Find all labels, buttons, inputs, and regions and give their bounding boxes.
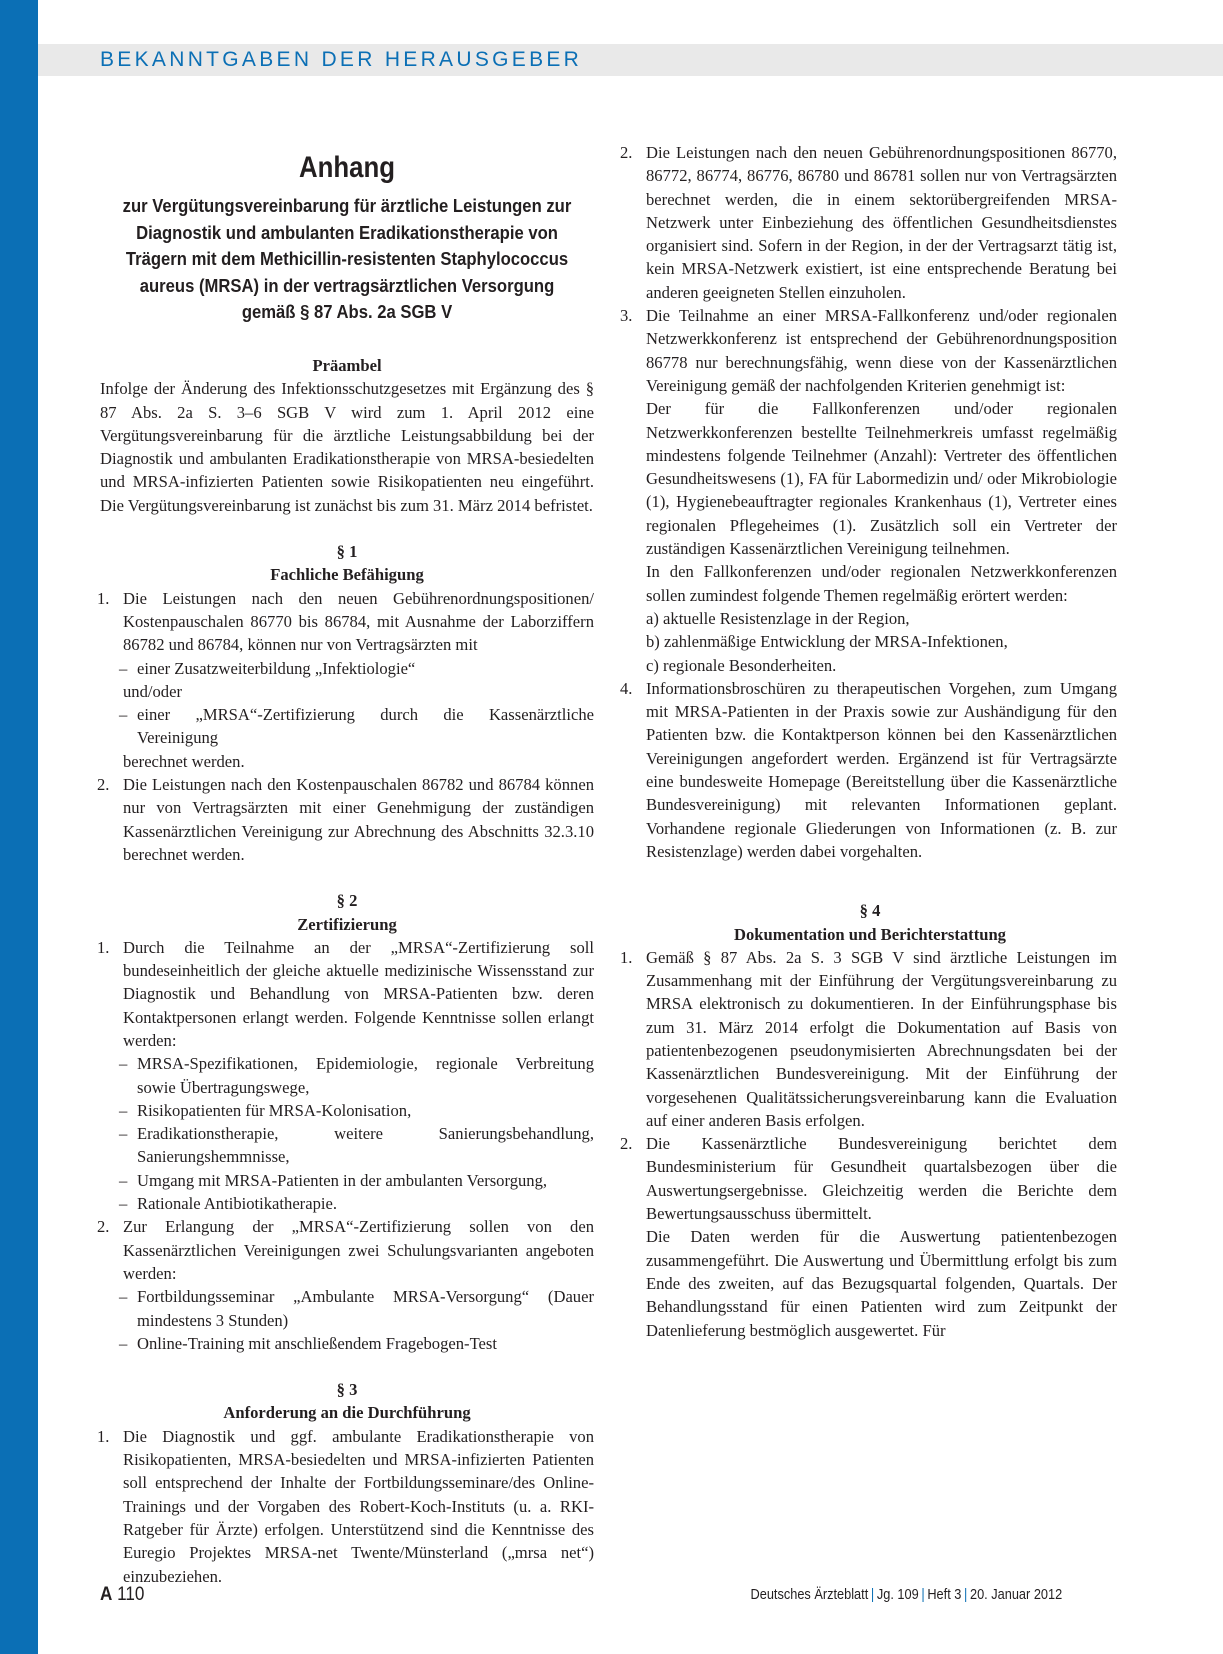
journal-volume: Jg. 109	[876, 1587, 919, 1603]
dash-text: einer „MRSA“-Zertifizierung durch die Kassenärztliche Vereinigung	[137, 705, 594, 748]
item-number: 2.	[97, 775, 110, 795]
item-number: 2.	[620, 1134, 633, 1154]
page-number-value: 110	[117, 1584, 145, 1605]
list-item	[620, 141, 1117, 304]
dash-item	[100, 703, 594, 750]
item-text: Die Teilnahme an einer MRSA-Fallkonferenz und/oder regionalen Netzwerkkonferenz ist entsprechend der Gebührenordnungsposition 86778 nur berechnungsfähig, wenn diese von der Kassenärztlichen Vereinigung gemäß der nachfolgenden Kriterien genehmigt ist:	[646, 306, 1117, 395]
item-paragraph: Der für die Fallkonferenzen und/oder regionalen Netzwerkkonferenzen bestellte Teilnehmerkreis umfasst regelmäßig mindestens folgende Teilnehmer (Anzahl): Vertreter des öffentlichen Gesundheitswesens (1), FA für Labormedizin und/ oder Mikrobiologie (1), Hygienebeauftragter regionales Krankenhaus (1), Vertreter eines regionalen Pflegeheimes (1). Zusätzlich soll ein Vertreter der zuständigen Kassenärztlichen Vereinigung teilnehmen.	[646, 399, 1117, 559]
section-header-bar	[38, 44, 1223, 76]
item-number: 1.	[97, 1426, 110, 1446]
separator: |	[963, 1587, 968, 1603]
dash-text: Rationale Antibiotikatherapie.	[137, 1194, 337, 1214]
connector-text: und/oder	[123, 681, 182, 701]
dash-item	[100, 657, 594, 680]
journal-name: Deutsches Ärzteblatt	[750, 1587, 869, 1603]
list-item	[620, 304, 1117, 677]
list-item	[620, 1132, 1117, 1342]
dash-item	[100, 1169, 594, 1192]
journal-date: 20. Januar 2012	[969, 1587, 1062, 1603]
item-text: Die Leistungen nach den neuen Gebührenordnungspositionen/ Kostenpauschalen 86770 bis 86784, mit Ausnahme der Laborziffern 86782 und 86784, können nur von Vertragsärzten mit	[123, 588, 594, 655]
section-1-number: § 1	[336, 542, 358, 562]
dash-text: Risikopatienten für MRSA-Kolonisation,	[137, 1100, 412, 1120]
left-column	[97, 141, 594, 1588]
list-item	[97, 773, 594, 866]
item-number: 1.	[97, 937, 110, 957]
journal-citation	[750, 1580, 1062, 1610]
item-text: Die Leistungen nach den Kostenpauschalen 86782 und 86784 können nur von Vertragsärzten mit einer Genehmigung der zuständigen Kassenärztlichen Vereinigung zur Abrechnung des Abschnitts 32.3.10 berechnet werden.	[123, 775, 594, 864]
dash-bullet: –	[119, 1194, 128, 1214]
item-number: 2.	[97, 1217, 110, 1237]
sub-list-item: a) aktuelle Resistenzlage in der Region,	[646, 608, 910, 628]
page-footer	[100, 1580, 1062, 1610]
item-number: 1.	[97, 588, 110, 608]
list-item	[97, 1425, 594, 1588]
list-item	[620, 677, 1117, 863]
section-1-heading: Fachliche Befähigung	[270, 565, 424, 585]
separator: |	[870, 1587, 874, 1603]
page-number	[100, 1580, 144, 1610]
dash-bullet: –	[119, 1100, 128, 1120]
dash-text: Online-Training mit anschließendem Fragebogen-Test	[137, 1333, 497, 1353]
dash-item	[100, 1052, 594, 1099]
dash-text: Eradikationstherapie, weitere Sanierungsbehandlung, Sanierungshemmnisse,	[137, 1124, 594, 1167]
dash-item	[100, 1122, 594, 1169]
item-paragraph: Die Daten werden für die Auswertung patientenbezogen zusammengeführt. Die Auswertung und Übermittlung erfolgt bis zum Ende des zweiten, auf das Bezugsquartal folgenden, Quartals. Der Behandlungsstand für einen Patienten wird zum Zeitpunkt der Datenlieferung bestmöglich ausgewertet. Für	[646, 1227, 1117, 1340]
section-label: BEKANNTGABEN DER HERAUSGEBER	[100, 48, 583, 71]
sub-list-item: b) zahlenmäßige Entwicklung der MRSA-Infektionen,	[646, 632, 1008, 652]
list-item	[97, 1215, 594, 1285]
item-paragraph: In den Fallkonferenzen und/oder regionalen Netzwerkkonferenzen sollen zumindest folgende Themen regelmäßig erörtert werden:	[646, 562, 1117, 605]
dash-bullet: –	[119, 1170, 128, 1190]
item-number: 2.	[620, 143, 633, 162]
section-3-heading: Anforderung an die Durchführung	[223, 1403, 471, 1423]
dash-bullet: –	[119, 1287, 128, 1307]
item-text: Die Diagnostik und ggf. ambulante Eradikationstherapie von Risikopatienten, MRSA-besiedelten und MRSA-infizierten Patienten soll entsprechend der Inhalte der Fortbildungsseminare/des Online-Trainings und der Vorgaben des Robert-Koch-Instituts (u. a. RKI-Ratgeber für Ärzte) erfolgen. Unterstützend sind die Kenntnisse des Euregio Projektes MRSA-net Twente/Münsterland („mrsa net“) einzubeziehen.	[123, 1426, 594, 1586]
dash-bullet: –	[119, 705, 128, 725]
section-4-number: § 4	[859, 901, 881, 921]
section-2-number: § 2	[336, 891, 358, 911]
page-prefix: A	[100, 1584, 113, 1605]
sub-list-item: c) regionale Besonderheiten.	[646, 655, 837, 675]
list-item	[97, 936, 594, 1052]
document-title: Anhang	[298, 151, 396, 184]
dash-text: einer Zusatzweiterbildung „Infektiologie“	[137, 658, 416, 678]
list-item	[620, 946, 1117, 1132]
item-number: 4.	[620, 678, 633, 698]
dash-bullet: –	[119, 658, 128, 678]
item-text: Gemäß § 87 Abs. 2a S. 3 SGB V sind ärztliche Leistungen im Zusammenhang mit der Einführung der Vergütungsvereinbarung zu MRSA elektronisch zu dokumentieren. In der Einführungsphase bis zum 31. März 2014 erfolgt die Dokumentation auf Basis von patientenbezogenen pseudonymisierten Abrechnungsdaten bei der Kassenärztlichen Bundesvereinigung. Mit der Einführung der vorgesehenen Qualitätssicherungsvereinbarung kann die Evaluation auf einer anderen Basis erfolgen.	[646, 947, 1117, 1130]
item-number: 3.	[620, 306, 633, 326]
item-text: Die Leistungen nach den neuen Gebührenordnungspositionen 86770, 86772, 86774, 86776, 86780 und 86781 sollen nur von Vertragsärzten berechnet werden, die in einem sektorübergreifenden MRSA-Netzwerk unter Einbeziehung des öffentlichen Gesundheitsdienstes organisiert sind. Sofern in der Region, in der der Vertragsarzt tätig ist, kein MRSA-Netzwerk existiert, ist eine entsprechende Beratung bei anderen geeigneten Stellen einzuholen.	[646, 143, 1117, 302]
dash-item	[100, 1099, 594, 1122]
document-subtitle: zur Vergütungsvereinbarung für ärztliche Leistungen zur Diagnostik und ambulanten Eradikationstherapie von Trägern mit dem Methicillin-resistenten Staphylococcus aureus (MRSA) in der vertragsärztlichen Versorgung gemäß § 87 Abs. 2a SGB V	[122, 195, 572, 323]
dash-bullet: –	[119, 1333, 128, 1353]
item-text: Die Kassenärztliche Bundesvereinigung berichtet dem Bundesministerium für Gesundheit quartalsbezogen über die Auswertungsergebnisse. Gleichzeitig werden die Berichte dem Bewertungsausschuss übermittelt.	[646, 1134, 1117, 1224]
item-text: Durch die Teilnahme an der „MRSA“-Zertifizierung soll bundeseinheitlich der gleiche aktuelle medizinische Wissensstand zur Diagnostik und Behandlung von MRSA-Patienten bzw. deren Kontaktpersonen erlangt werden. Folgende Kenntnisse sollen erlangt werden:	[123, 937, 594, 1050]
dash-bullet: –	[119, 1124, 128, 1144]
separator: |	[921, 1587, 925, 1603]
preamble-text: Infolge der Änderung des Infektionsschutzgesetzes mit Ergänzung des § 87 Abs. 2a S. 3–6 SGB V wird zum 1. April 2012 eine Vergütungsvereinbarung für die ärztliche Leistungsabbildung bei der Diagnostik und ambulanten Eradikationstherapie von MRSA-besiedelten und MRSA-infizierten Patienten sowie Risikopatienten neu eingeführt. Die Vergütungsvereinbarung ist zunächst bis zum 31. März 2014 befristet.	[100, 379, 594, 515]
section-2-heading: Zertifizierung	[297, 914, 397, 934]
item-number: 1.	[620, 947, 633, 967]
section-3-number: § 3	[336, 1380, 358, 1400]
dash-text: Umgang mit MRSA-Patienten in der ambulanten Versorgung,	[137, 1170, 548, 1190]
preamble-heading: Präambel	[312, 355, 382, 375]
dash-item	[100, 1332, 594, 1355]
dash-bullet: –	[119, 1054, 128, 1074]
dash-text: MRSA-Spezifikationen, Epidemiologie, regionale Verbreitung sowie Übertragungswege,	[137, 1054, 594, 1097]
right-column	[620, 141, 1117, 1342]
list-item	[97, 587, 594, 657]
dash-text: Fortbildungsseminar „Ambulante MRSA-Versorgung“ (Dauer mindestens 3 Stunden)	[137, 1287, 594, 1330]
item-text: Zur Erlangung der „MRSA“-Zertifizierung sollen von den Kassenärztlichen Vereinigungen zwei Schulungsvarianten angeboten werden:	[123, 1217, 594, 1283]
accent-side-bar	[0, 0, 38, 1654]
dash-item	[100, 1285, 594, 1332]
journal-issue: Heft 3	[927, 1587, 962, 1603]
dash-item	[100, 1192, 594, 1215]
item-end-text: berechnet werden.	[123, 751, 245, 771]
item-text: Informationsbroschüren zu therapeutischen Vorgehen, zum Umgang mit MRSA-Patienten in der Praxis sowie zur Aushändigung für den Patienten bzw. die Kontaktperson können bei den Kassenärztlichen Vereinigungen angefordert werden. Ergänzend ist für Vertragsärzte eine bundesweite Homepage (Bereitstellung über die Kassenärztliche Bundesvereinigung) mit relevanten Informationen geplant. Vorhandene regionale Gliederungen von Informationen (z. B. zur Resistenzlage) werden dabei vorgehalten.	[646, 678, 1117, 861]
section-4-heading: Dokumentation und Berichterstattung	[734, 924, 1006, 944]
